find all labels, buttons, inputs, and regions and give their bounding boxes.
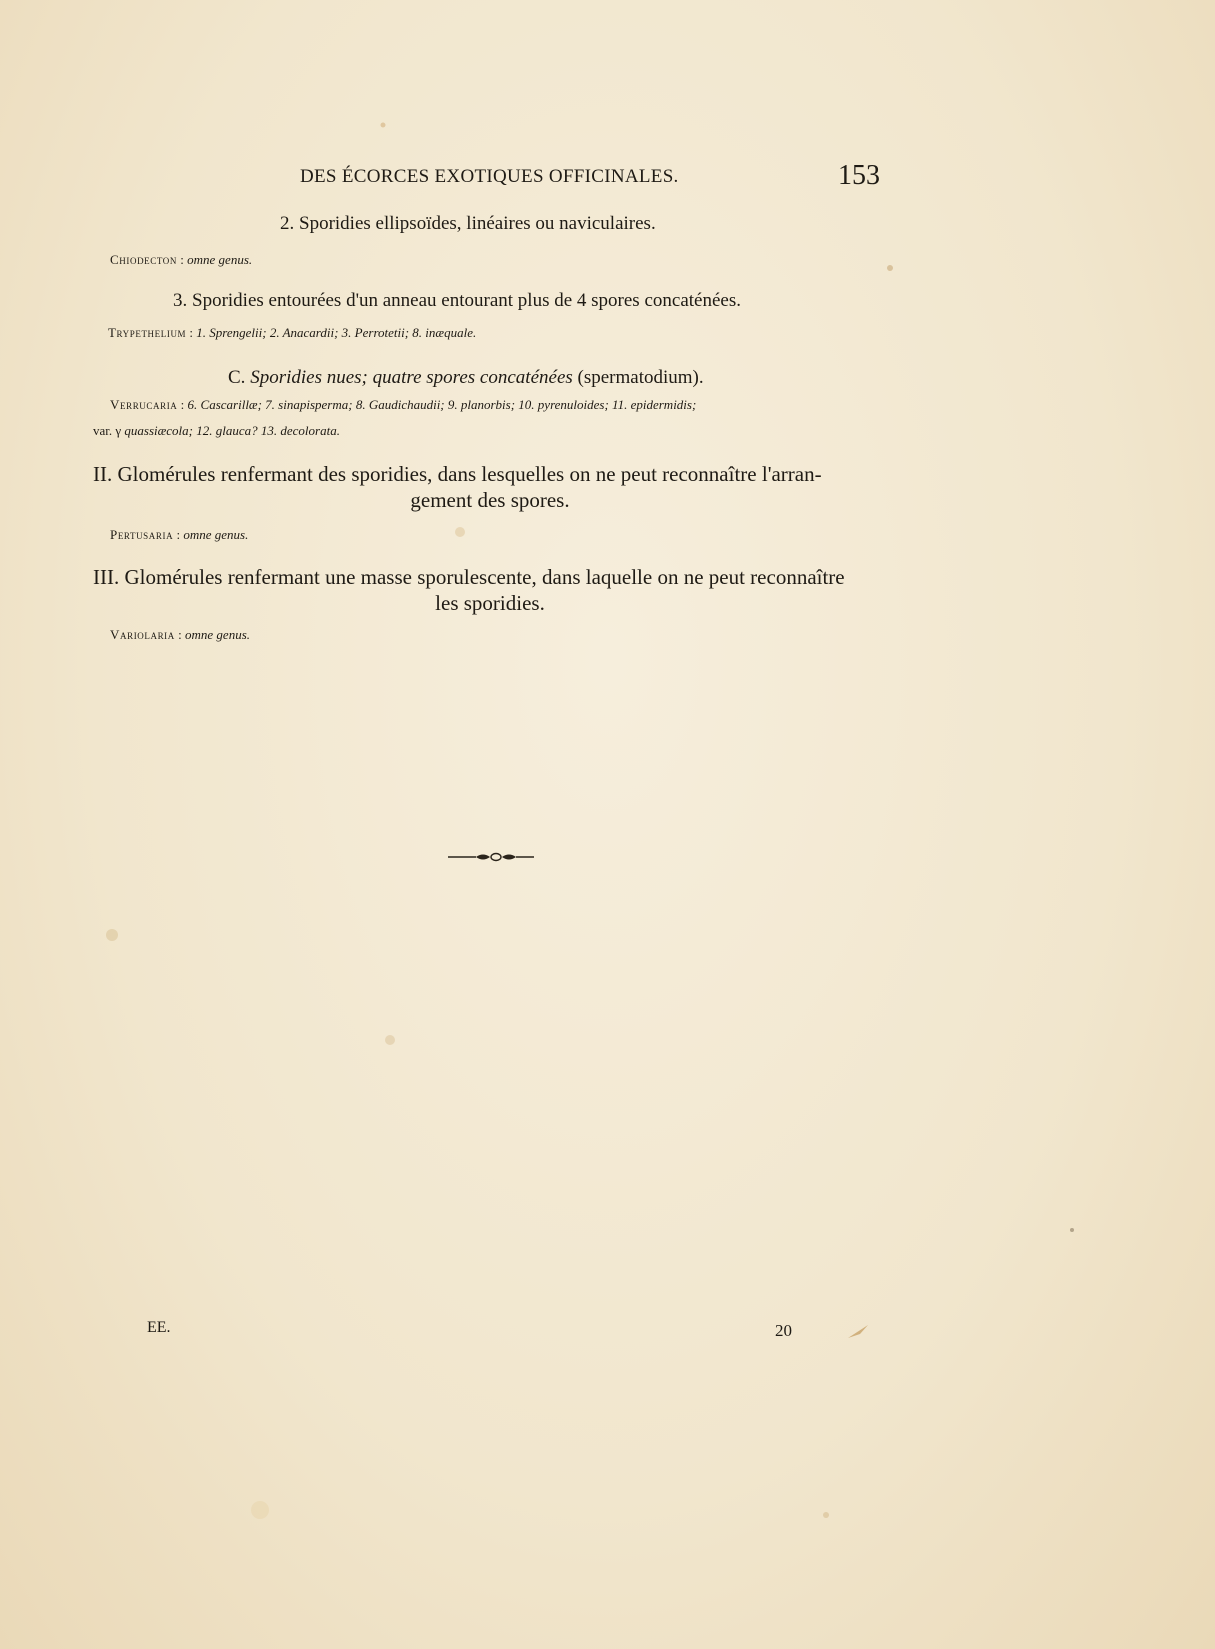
species-list: omne genus. [183, 527, 249, 542]
decorative-rule-icon [446, 850, 536, 864]
section-3-heading: 3. Sporidies entourées d'un anneau entourant plus de 4 spores concaténées. [173, 290, 741, 311]
section-c-prefix: C. [228, 367, 246, 388]
genus-name: Pertusaria [110, 527, 174, 542]
section-ii-heading-line-2: gement des spores. [410, 488, 570, 512]
section-iii-heading-line-1: III. Glomérules renfermant une masse sporulescente, dans laquelle on ne peut reconnaître [93, 565, 845, 589]
genus-name: Chiodecton [110, 252, 178, 267]
species-list: omne genus. [185, 627, 251, 642]
section-iii-genus-line [110, 627, 250, 643]
page-number: 153 [838, 160, 880, 191]
separator: : [174, 627, 186, 642]
genus-name: Verrucaria [110, 397, 178, 412]
species-list: 6. Cascarillæ; 7. sinapisperma; 8. Gaudichaudii; 9. planorbis; 10. pyrenuloides; 11. epidermidis; [187, 397, 697, 412]
section-ii-heading-line-1: II. Glomérules renfermant des sporidies, dans lesquelles on ne peut reconnaître l'arran- [93, 462, 822, 486]
species-list: quassiæcola; 12. glauca? 13. decolorata. [124, 423, 340, 438]
separator: : [177, 252, 188, 267]
separator: : [186, 325, 197, 340]
section-3-genus-line [108, 325, 476, 341]
running-head: DES ÉCORCES EXOTIQUES OFFICINALES. [300, 166, 679, 187]
section-c-genus-line-1 [110, 397, 696, 413]
separator: : [173, 527, 184, 542]
genus-name: Variolaria [110, 627, 175, 642]
section-2-heading: 2. Sporidies ellipsoïdes, linéaires ou naviculaires. [280, 213, 656, 234]
section-c-italic: Sporidies nues; quatre spores concaténées [250, 367, 573, 388]
sheet-number: 20 [775, 1321, 792, 1340]
section-c-genus-line-2 [93, 423, 340, 439]
section-iii-heading-line-2: les sporidies. [435, 591, 545, 615]
printer-signature: EE. [147, 1319, 171, 1336]
section-c-suffix: (spermatodium). [577, 367, 704, 388]
separator: : [177, 397, 188, 412]
section-ii-genus-line [110, 527, 248, 543]
section-2-genus-line [110, 252, 252, 268]
section-c-heading [228, 367, 704, 389]
genus-name: Trypethelium [108, 325, 187, 340]
species-list: 1. Sprengelii; 2. Anacardii; 3. Perrotetii; 8. inæquale. [196, 325, 477, 340]
variety-prefix: var. γ [93, 423, 122, 438]
species-list: omne genus. [187, 252, 253, 267]
